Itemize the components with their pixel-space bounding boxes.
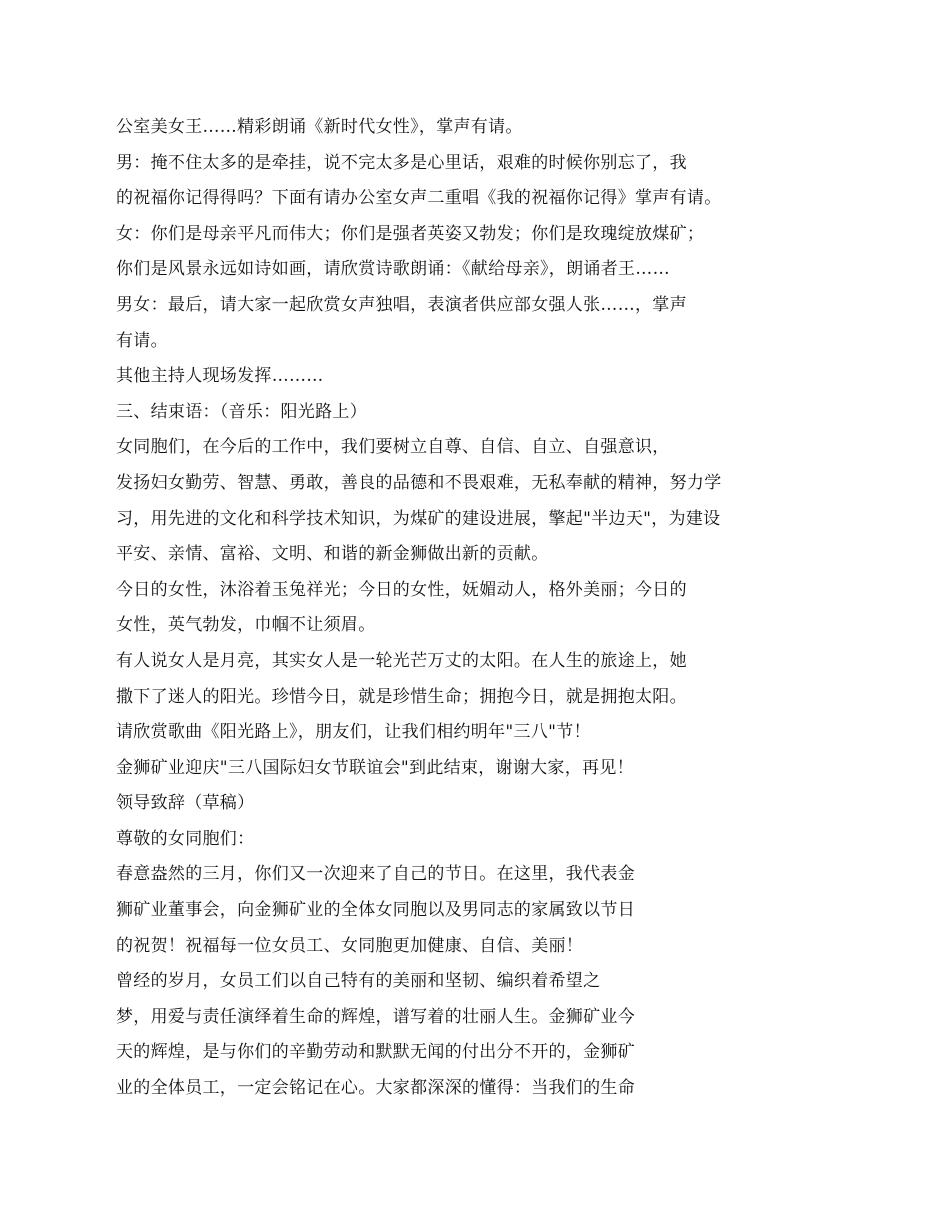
- text-line: 男女：最后，请大家一起欣赏女声独唱，表演者供应部女强人张……，掌声: [116, 294, 687, 315]
- salutation: 尊敬的女同胞们：: [116, 828, 255, 849]
- text-line: 其他主持人现场发挥………: [116, 366, 324, 387]
- text-line: 请欣赏歌曲《阳光路上》，朋友们，让我们相约明年"三八"节！: [116, 722, 591, 743]
- text-line: 公室美女王……精彩朗诵《新时代女性》，掌声有请。: [116, 117, 523, 137]
- text-line: 女：你们是母亲平凡而伟大；你们是强者英姿又勃发；你们是玫瑰绽放煤矿；: [116, 223, 705, 244]
- text-line: 有请。: [116, 330, 168, 351]
- text-line: 天的辉煌，是与你们的辛勤劳动和默默无闻的付出分不开的，金狮矿: [116, 1042, 635, 1063]
- text-line: 业的全体员工，一定会铭记在心。大家都深深的懂得：当我们的生命: [116, 1078, 635, 1099]
- text-line: 金狮矿业迎庆"三八国际妇女节联谊会"到此结束，谢谢大家，再见！: [116, 757, 634, 778]
- text-line: 的祝贺！祝福每一位女员工、女同胞更加健康、自信、美丽！: [116, 935, 584, 956]
- section-heading: 领导致辞（草稿）: [116, 793, 255, 814]
- text-line: 今日的女性，沐浴着玉兔祥光；今日的女性，妩媚动人，格外美丽；今日的: [116, 579, 687, 600]
- text-line: 撒下了迷人的阳光。珍惜今日，就是珍惜生命；拥抱今日，就是拥抱太阳。: [116, 686, 687, 707]
- text-line: 的祝福你记得得吗？下面有请办公室女声二重唱《我的祝福你记得》掌声有请。: [116, 188, 722, 209]
- text-line: 发扬妇女勤劳、智慧、勇敢，善良的品德和不畏艰难，无私奉献的精神，努力学: [116, 472, 722, 493]
- document-body: [116, 110, 816, 1107]
- text-line: 梦，用爱与责任演绎着生命的辉煌，谱写着的壮丽人生。金狮矿业今: [116, 1006, 635, 1027]
- text-line: 女同胞们，在今后的工作中，我们要树立自尊、自信、自立、自强意识，: [116, 437, 670, 458]
- text-line: 有人说女人是月亮，其实女人是一轮光芒万丈的太阳。在人生的旅途上，她: [116, 650, 687, 671]
- text-line: 男：掩不住太多的是牵挂，说不完太多是心里话，艰难的时候你别忘了，我: [116, 152, 687, 173]
- text-line: 习，用先进的文化和科学技术知识，为煤矿的建设进展，擎起"半边天"，为建设: [116, 508, 721, 529]
- text-line: 你们是风景永远如诗如画，请欣赏诗歌朗诵：《献给母亲》，朗诵者王……: [116, 259, 670, 280]
- section-heading: 三、结束语：（音乐：阳光路上）: [116, 401, 367, 422]
- text-line: 平安、亲情、富裕、文明、和谐的新金狮做出新的贡献。: [116, 544, 549, 565]
- text-line: 春意盎然的三月，你们又一次迎来了自己的节日。在这里，我代表金: [116, 864, 635, 885]
- text-line: 女性，英气勃发，巾帼不让须眉。: [116, 615, 376, 636]
- text-line: 曾经的岁月，女员工们以自己特有的美丽和坚韧、编织着希望之: [116, 971, 601, 992]
- text-line: 狮矿业董事会，向金狮矿业的全体女同胞以及男同志的家属致以节日: [116, 900, 635, 921]
